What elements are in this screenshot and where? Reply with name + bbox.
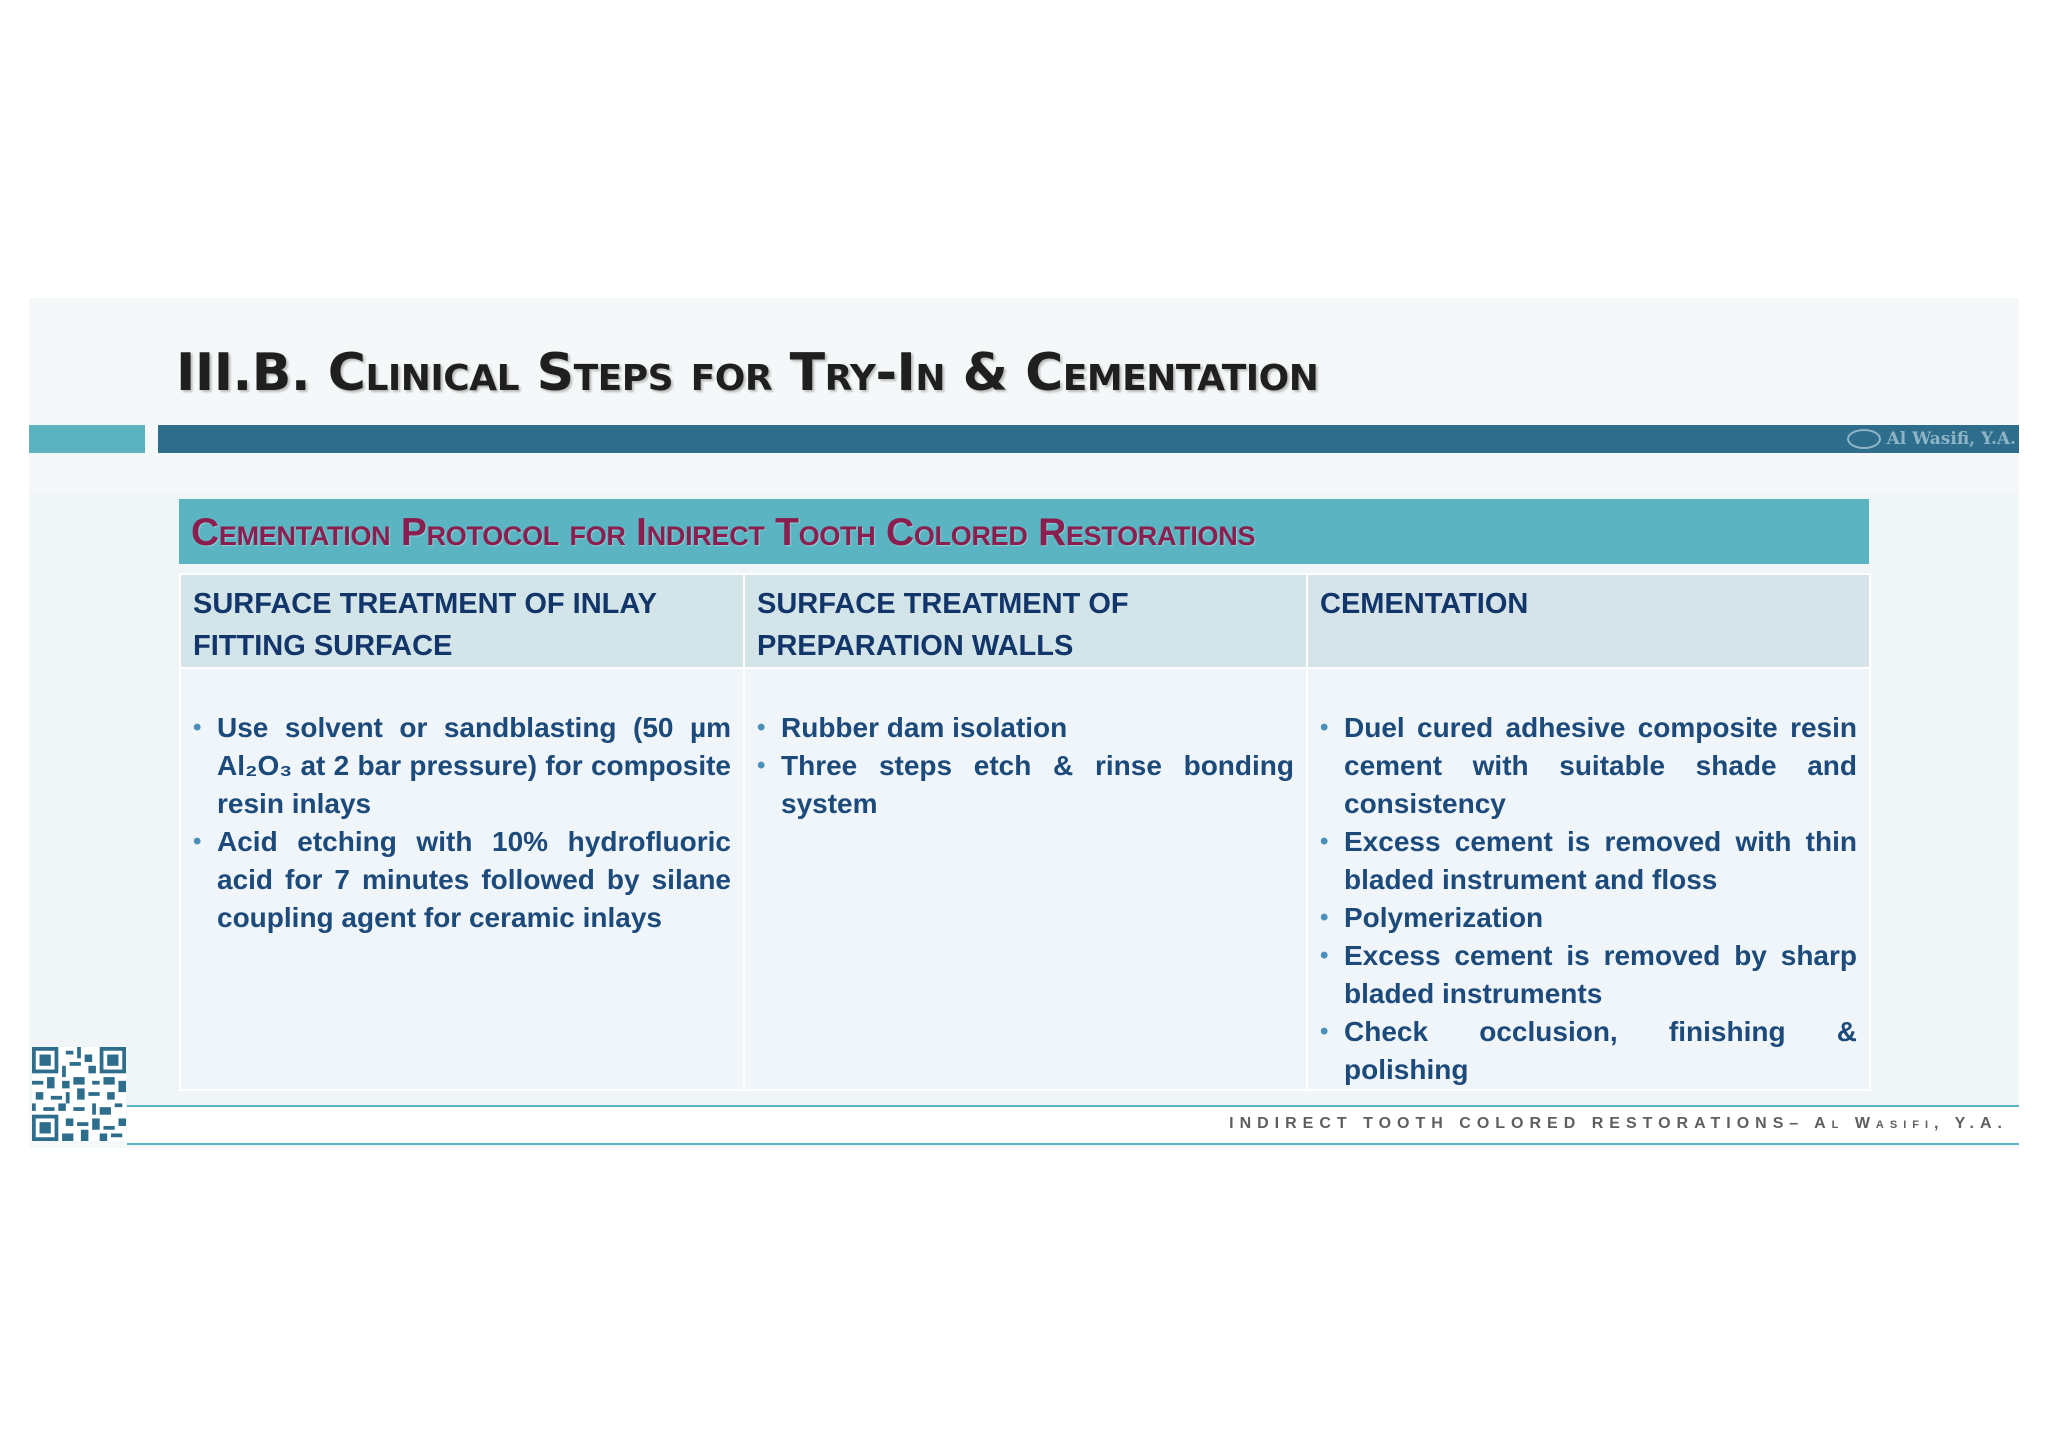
bullet-list: [189, 709, 731, 937]
title-accent-bar: [29, 425, 145, 453]
list-item: • Acid etching with 10% hydrofluoric acid for 7 minutes followed by silane coupling agent for ceramic inlays: [189, 823, 731, 937]
bullet-icon: •: [1320, 714, 1329, 741]
list-item: • Polymerization: [1316, 899, 1857, 937]
bullet-icon: •: [1320, 828, 1329, 855]
table-row: [180, 668, 1870, 1090]
protocol-table: [179, 573, 1871, 1091]
watermark-text: Al Wasifi, Y.A.: [1886, 429, 2016, 449]
footer-text: INDIRECT TOOTH COLORED RESTORATIONS– Al Wasifi, Y.A.: [1229, 1115, 2008, 1132]
bullet-icon: •: [1320, 942, 1329, 969]
title-underline-bar: [158, 425, 2019, 453]
list-item: • Excess cement is removed by sharp bladed instruments: [1316, 937, 1857, 1013]
bullet-icon: •: [1320, 904, 1329, 931]
bullet-icon: •: [1320, 1018, 1329, 1045]
list-item: • Duel cured adhesive composite resin cement with suitable shade and consistency: [1316, 709, 1857, 823]
bullet-icon: •: [757, 752, 766, 779]
column-header-inlay-surface: SURFACE TREATMENT OF INLAY FITTING SURFACE: [180, 574, 744, 668]
column-header-preparation-walls: SURFACE TREATMENT OF PREPARATION WALLS: [744, 574, 1307, 668]
list-item: • Excess cement is removed with thin bladed instrument and floss: [1316, 823, 1857, 899]
column-cell-cementation: [1307, 668, 1870, 1090]
qr-code-icon: [32, 1047, 126, 1141]
bullet-icon: •: [193, 828, 202, 855]
bullet-icon: •: [193, 714, 202, 741]
list-item: • Three steps etch & rinse bonding system: [753, 747, 1294, 823]
author-watermark: [1847, 427, 2016, 451]
bullet-icon: •: [757, 714, 766, 741]
list-item: • Rubber dam isolation: [753, 709, 1294, 747]
column-header-cementation: CEMENTATION: [1307, 574, 1870, 668]
slide-title: III.B. Clinical Steps for Try-In & Cementation: [176, 343, 1319, 403]
bullet-list: [753, 709, 1294, 823]
bullet-list: [1316, 709, 1857, 1089]
logo-icon: [1847, 429, 1881, 449]
list-item: • Use solvent or sandblasting (50 µm Al₂O₃ at 2 bar pressure) for composite resin inlays: [189, 709, 731, 823]
column-cell-preparation-walls: [744, 668, 1307, 1090]
protocol-heading: Cementation Protocol for Indirect Tooth Colored Restorations: [179, 499, 1869, 564]
table-header-row: [180, 574, 1870, 668]
list-item: • Check occlusion, finishing & polishing: [1316, 1013, 1857, 1089]
column-cell-inlay-surface: [180, 668, 744, 1090]
